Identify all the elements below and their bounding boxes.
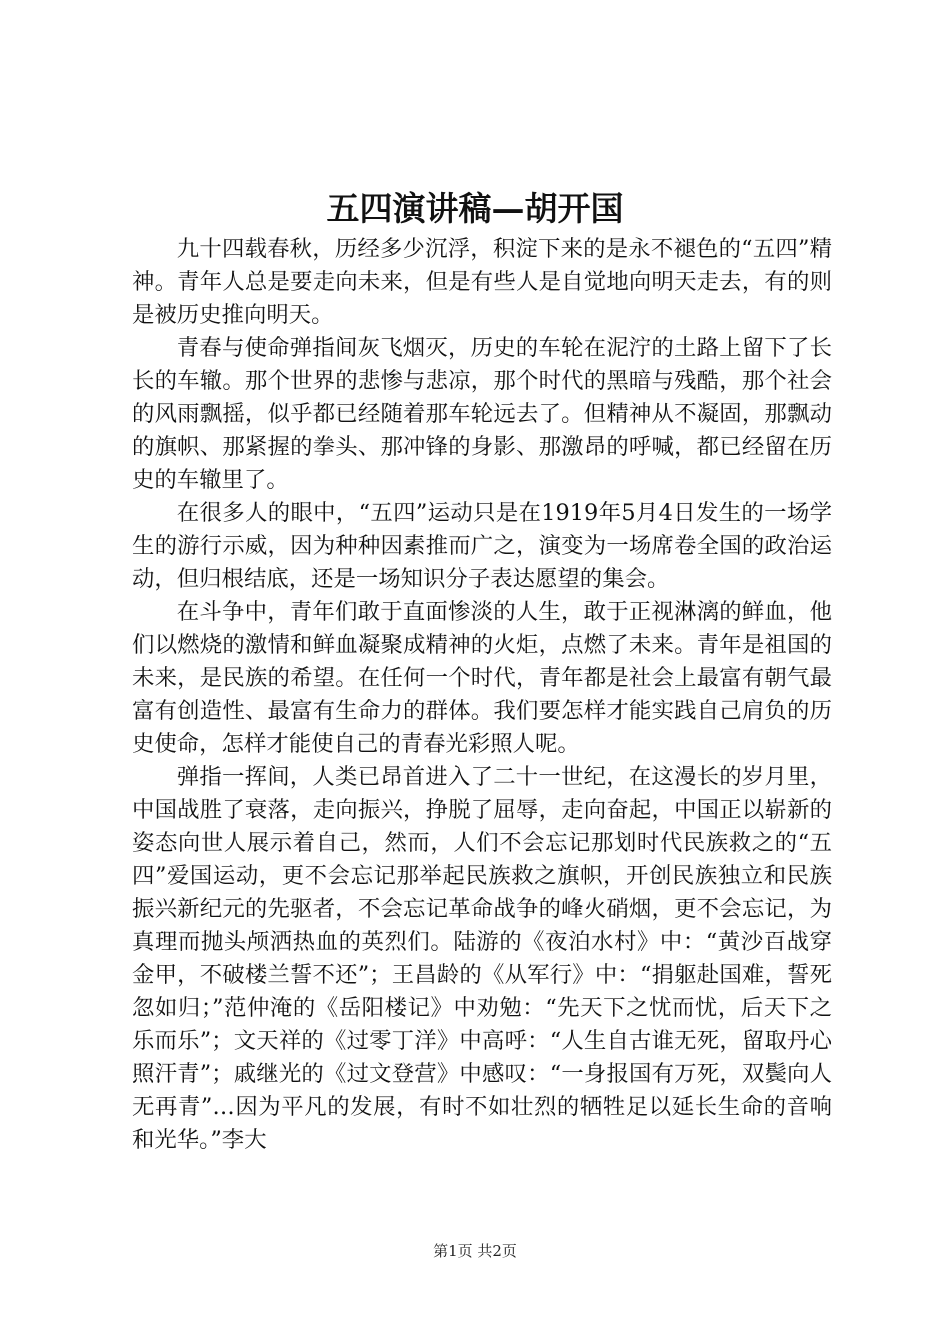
paragraph-5: 弹指一挥间，人类已昂首进入了二十一世纪，在这漫长的岁月里，中国战胜了衰落，走向振兴，挣脱了屈辱，走向奋起，中国正以崭新的姿态向世人展示着自己，然而，人们不会忘记那划时代民族救之的“五四”爱国运动，更不会忘记那举起民族救之旗帜，开创民族独立和民族振兴新纪元的先驱者，不会忘记革命战争的峰火硝烟，更不会忘记，为真理而抛头颅洒热血的英烈们。陆游的《夜泊水村》中：“黄沙百战穿金甲，不破楼兰誓不还”；王昌龄的《从军行》中：“捐躯赴国难，誓死忽如归；”范仲淹的《岳阳楼记》中劝勉：“先天下之忧而忧，后天下之乐而乐”；文天祥的《过零丁洋》中高呼：“人生自古谁无死，留取丹心照汗青”；戚继光的《过文登营》中感叹：“一身报国有万死，双鬓向人无再青”…因为平凡的发展，有时不如壮烈的牺牲足以延长生命的音响和光华。”李大 (132, 764, 832, 1153)
paragraph-3: 在很多人的眼中，“五四”运动只是在1919年5月4日发生的一场学生的游行示威，因为种种因素推而广之，演变为一场席卷全国的政治运动，但归根结底，还是一场知识分子表达愿望的集会。 (132, 500, 832, 592)
document-title: 五四演讲稿—胡开国 (326, 189, 624, 228)
page-footer: 第1页 共2页 (433, 1242, 517, 1260)
paragraph-2: 青春与使命弹指间灰飞烟灭，历史的车轮在泥泞的土路上留下了长长的车辙。那个世界的悲惨与悲凉，那个时代的黑暗与残酷，那个社会的风雨飘摇，似乎都已经随着那车轮远去了。但精神从不凝固，那飘动的旗帜、那紧握的拳头、那冲锋的身影、那激昂的呼喊，都已经留在历史的车辙里了。 (132, 335, 832, 493)
paragraph-1: 九十四载春秋，历经多少沉浮，积淀下来的是永不褪色的“五四”精神。青年人总是要走向未来，但是有些人是自觉地向明天走去，有的则是被历史推向明天。 (132, 236, 832, 328)
document-body (132, 233, 832, 1157)
paragraph-4: 在斗争中，青年们敢于直面惨淡的人生，敢于正视淋漓的鲜血，他们以燃烧的激情和鲜血凝聚成精神的火炬，点燃了未来。青年是祖国的未来，是民族的希望。在任何一个时代，青年都是社会上最富有朝气最富有创造性、最富有生命力的群体。我们要怎样才能实践自己肩负的历史使命，怎样才能使自己的青春光彩照人呢。 (132, 599, 832, 757)
